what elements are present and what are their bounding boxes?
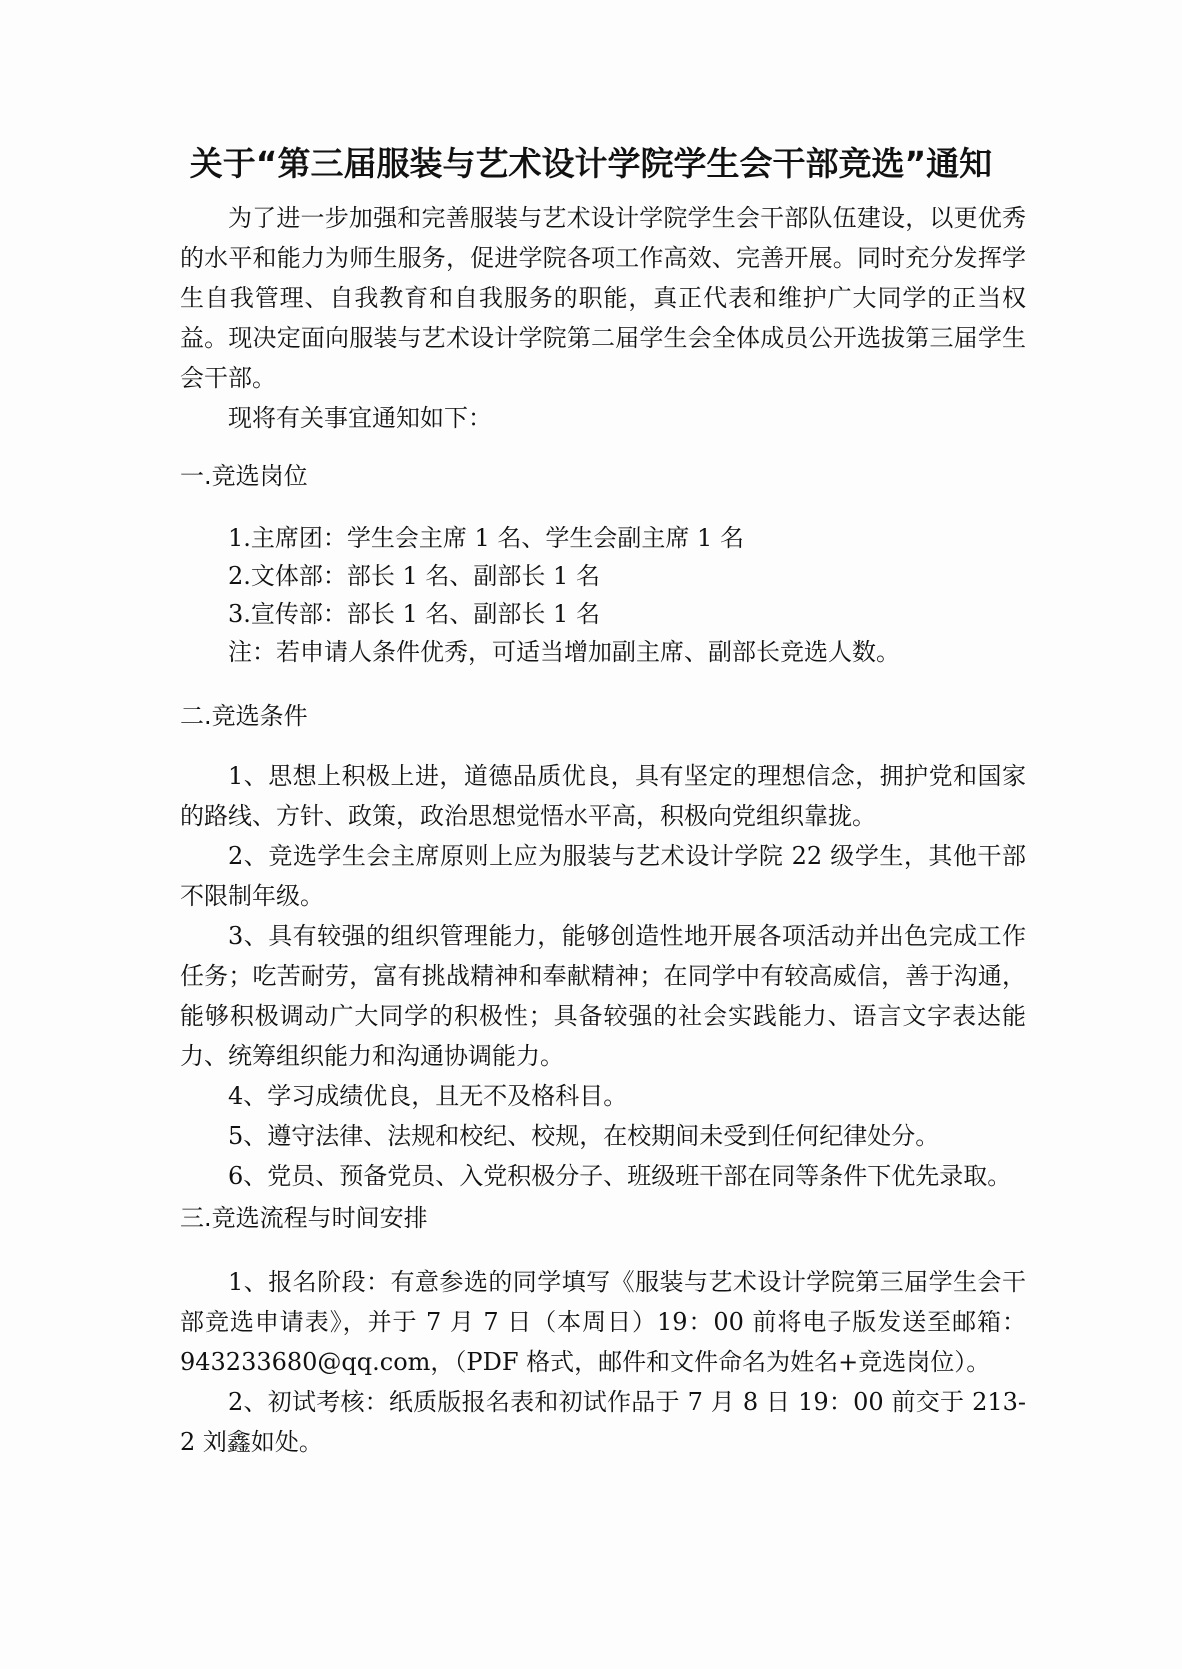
position-item: 1.主席团：学生会主席 1 名、学生会副主席 1 名 (228, 524, 744, 552)
condition-item: 1、思想上积极上进，道德品质优良，具有坚定的理想信念，拥护党和国家的路线、方针、政策，政治思想觉悟水平高，积极向党组织靠拢。 (180, 762, 1026, 830)
condition-item: 4、学习成绩优良，且无不及格科目。 (228, 1082, 628, 1110)
section-heading-conditions: 二.竞选条件 (180, 702, 308, 730)
section-heading-process: 三.竞选流程与时间安排 (180, 1204, 428, 1232)
conditions-list (180, 756, 1026, 1196)
process-item: 1、报名阶段：有意参选的同学填写《服装与艺术设计学院第三届学生会干部竞选申请表》，并于 7 月 7 日（本周日）19：00 前将电子版发送至邮箱：943233680@qq.com，（PDF 格式，邮件和文件命名为姓名+竞选岗位）。 (180, 1268, 1026, 1376)
condition-item: 6、党员、预备党员、入党积极分子、班级班干部在同等条件下优先录取。 (228, 1162, 1012, 1190)
intro-block (180, 198, 1026, 438)
condition-item: 3、具有较强的组织管理能力，能够创造性地开展各项活动并出色完成工作任务；吃苦耐劳，富有挑战精神和奉献精神；在同学中有较高威信，善于沟通，能够积极调动广大同学的积极性；具备较强的社会实践能力、语言文字表达能力、统筹组织能力和沟通协调能力。 (180, 922, 1026, 1070)
process-item: 2、初试考核：纸质版报名表和初试作品于 7 月 8 日 19：00 前交于 213-2 刘鑫如处。 (180, 1388, 1026, 1456)
process-list (180, 1262, 1026, 1462)
position-item: 2.文体部：部长 1 名、副部长 1 名 (228, 562, 600, 590)
intro-paragraph: 为了进一步加强和完善服装与艺术设计学院学生会干部队伍建设，以更优秀的水平和能力为师生服务，促进学院各项工作高效、完善开展。同时充分发挥学生自我管理、自我教育和自我服务的职能，真正代表和维护广大同学的正当权益。现决定面向服装与艺术设计学院第二届学生会全体成员公开选拔第三届学生会干部。 (180, 204, 1026, 392)
intro-lead-in: 现将有关事宜通知如下： (228, 404, 492, 432)
notice-title: 关于“第三届服装与艺术设计学院学生会干部竞选”通知 (189, 144, 993, 183)
condition-item: 2、竞选学生会主席原则上应为服装与艺术设计学院 22 级学生，其他干部不限制年级。 (180, 842, 1026, 910)
condition-item: 5、遵守法律、法规和校纪、校规，在校期间未受到任何纪律处分。 (228, 1122, 940, 1150)
position-item: 3.宣传部：部长 1 名、副部长 1 名 (228, 600, 600, 628)
section-heading-positions: 一.竞选岗位 (180, 462, 308, 490)
position-note: 注：若申请人条件优秀，可适当增加副主席、副部长竞选人数。 (228, 638, 900, 666)
